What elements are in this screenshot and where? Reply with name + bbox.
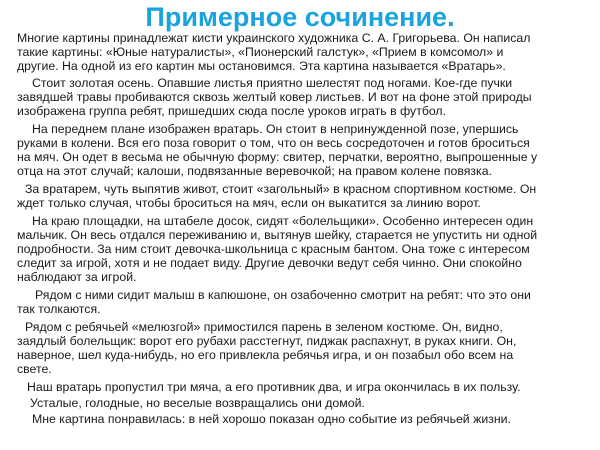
text-line: подробности. За ним стоит девочка-школьница с красным бантом. Она тоже с интересом [17, 242, 530, 256]
text-line: На переднем плане изображен вратарь. Он стоит в непринужденной позе, упершись [32, 122, 519, 136]
text-line: Многие картины принадлежат кисти украинского художника С. А. Григорьева. Он написал [17, 31, 531, 45]
paragraph-score [17, 380, 592, 394]
text-line: изображена группа ребят, пришедших сюда после уроков играть в футбол. [17, 104, 447, 118]
text-line: следит за игрой, хотя и не подает виду. Другие девочки ведут себя чинно. Они спокойно [17, 256, 522, 270]
paragraph-conclusion [17, 412, 592, 426]
text-line: на мяч. Он одет в весьма не обычную форму: свитер, перчатки, вероятно, выпрошенные у [17, 150, 538, 164]
paragraph-intro [17, 31, 592, 73]
text-line: мальчик. Он весь отдался переживанию и, вытянув шейку, старается не упустить ни одной [17, 228, 538, 242]
paragraph-kid [17, 288, 592, 316]
text-line: такие картины: «Юные натуралисты», «Пионерский галстук», «Прием в комсомол» и [17, 45, 504, 59]
text-line: заядлый болельщик: ворот его рубахи расстегнут, пиджак распахнут, в руках книги. Он, [17, 334, 517, 348]
text-line: Наш вратарь пропустил три мяча, а его противник два, и игра окончилась в их пользу. [27, 380, 521, 394]
paragraph-young-man [17, 320, 592, 376]
text-line: завядшей травы пробиваются сквозь желтый ковер листьев. И вот на фоне этой природы [17, 90, 532, 104]
paragraph-autumn [17, 76, 592, 118]
paragraph-fans [17, 214, 592, 284]
text-line: За вратарем, чуть выпятив живот, стоит «загольный» в красном спортивном костюме. Он [25, 182, 537, 196]
text-line: Стоит золотая осень. Опавшие листья приятно шелестят под ногами. Кое-где пучки [32, 76, 513, 90]
text-line: Рядом с ними сидит малыш в капюшоне, он озабоченно смотрит на ребят: что это они [35, 288, 531, 302]
text-line: ждет только случая, чтобы броситься на мяч, если он выкатится за линию ворот. [17, 196, 481, 210]
text-line: отца на этот случай; калоши, подвязанные веревочкой; на правом колене повязка. [17, 164, 492, 178]
text-line: Усталые, голодные, но веселые возвращались они домой. [30, 396, 365, 410]
page-title: Примерное сочинение. [145, 2, 455, 32]
text-line: свете. [17, 362, 52, 376]
text-line: На краю площадки, на штабеле досок, сидят «болельщики». Особенно интересен один [32, 214, 534, 228]
paragraph-home [17, 396, 592, 410]
text-line: руками в колени. Вся его поза говорит о том, что он весь сосредоточен и готов броситься [17, 136, 530, 150]
text-line: Рядом с ребячьей «мелюзгой» примостился парень в зеленом костюме. Он, видно, [25, 320, 503, 334]
text-line: так толкаются. [17, 302, 101, 316]
text-line: наблюдают за игрой. [17, 270, 137, 284]
text-line: наверное, шел куда-нибудь, но его привлекла ребячья игра, и он позабыл обо всем на [17, 348, 514, 362]
text-line: другие. На одной из его картин мы остановимся. Эта картина называется «Вратарь». [17, 59, 506, 73]
essay-body [17, 31, 592, 430]
paragraph-goalkeeper [17, 122, 592, 178]
text-line: Мне картина понравилась: в ней хорошо показан одно событие из ребячьей жизни. [32, 412, 511, 426]
paragraph-behind-goalkeeper [17, 182, 592, 210]
